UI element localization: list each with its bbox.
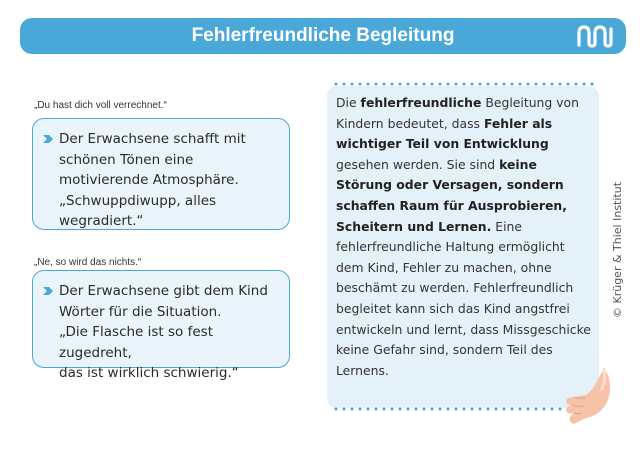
page-title: Fehlerfreundliche Begleitung — [191, 25, 455, 46]
example-card-2 — [32, 270, 290, 381]
example-quote-2: „Ne, so wird das nichts.“ — [34, 257, 142, 268]
info-emphasis: keine Störung oder Versagen, sondern schaffen Raum für Ausprobieren, Scheitern und Lernen. — [336, 156, 567, 234]
hand-illustration — [560, 365, 616, 429]
mw-logo-icon — [576, 23, 616, 49]
info-text: Die fehlerfreundliche Begleitung von Kindern bedeutet, dass Fehler als wichtiger Teil von Entwicklung gesehen werden. Sie sind keine Störung oder Versagen, sondern schaffen Raum für Ausprobieren, Scheitern und Lernen. Eine fehlerfreundliche Haltung ermöglicht dem Kind, Fehler zu machen, ohne beschämt zu werden. Fehlerfreundlich begleitet kann sich das Kind angstfrei entwickeln und lernt, dass Missgeschicke keine Gefahr sind, sondern Teil des Lernens. — [336, 95, 591, 378]
header-banner — [20, 18, 626, 54]
arrow-right-icon — [42, 286, 54, 296]
info-emphasis: fehlerfreundliche — [360, 95, 482, 110]
dotted-divider-top — [332, 82, 594, 86]
example-card-1 — [32, 118, 290, 230]
info-emphasis: Fehler als wichtiger Teil von Entwicklung — [336, 115, 553, 152]
example-text-2: Der Erwachsene gibt dem Kind Wörter für die Situation. „Die Flasche ist so fest zugedreht, das ist wirklich schwierig.“ — [59, 283, 268, 381]
arrow-right-icon — [42, 134, 54, 144]
example-quote-1: „Du hast dich voll verrechnet.“ — [34, 100, 167, 111]
dotted-divider-bottom — [332, 407, 594, 411]
example-text-1: Der Erwachsene schafft mit schönen Tönen eine motivierende Atmosphäre. „Schwuppdiwupp, alles wegradiert.“ — [59, 131, 246, 229]
